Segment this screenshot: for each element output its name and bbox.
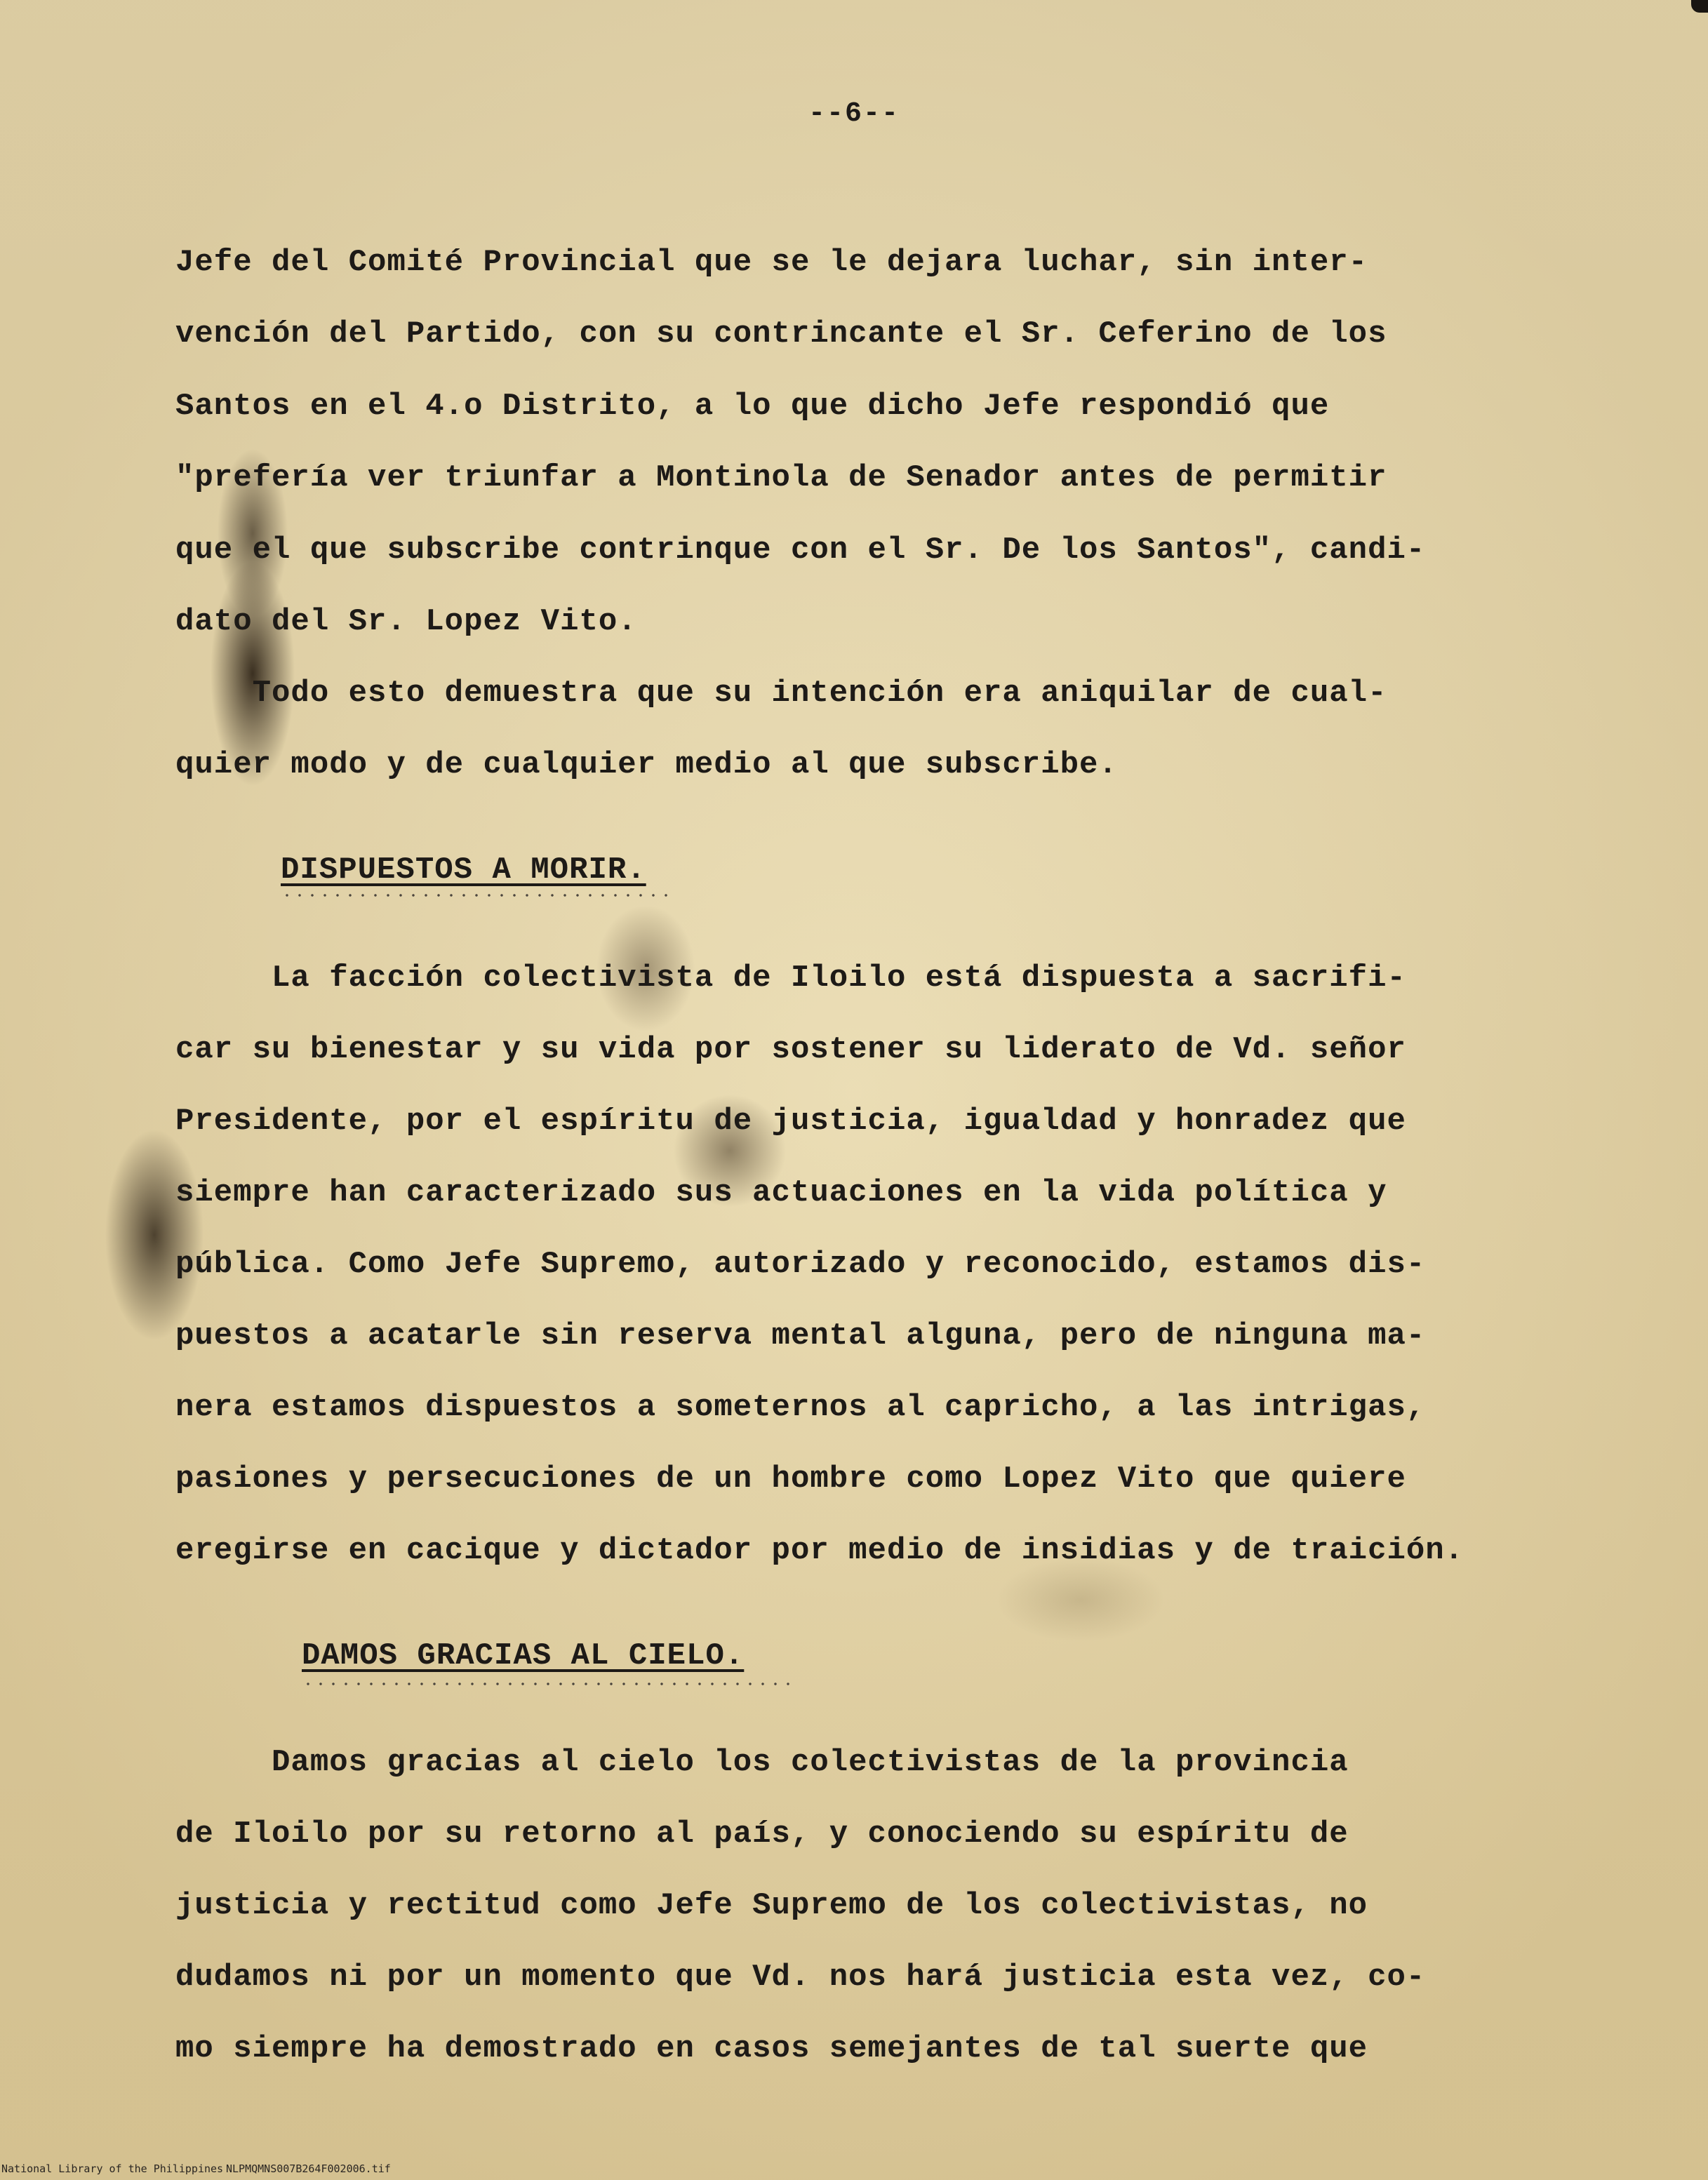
text-line: Jefe del Comité Provincial que se le dejara luchar, sin inter- [175,245,1368,280]
text-line: pasiones y persecuciones de un hombre como Lopez Vito que quiere [175,1462,1406,1497]
footer-institution: National Library of the Philippines [1,2162,224,2175]
footer-file-name: NLPMQMNS007B264F002006.tif [226,2162,391,2175]
text-line: eregirse en cacique y dictador por medio de insidias y de traición. [175,1533,1465,1568]
text-line: justicia y rectitud como Jefe Supremo de los colectivistas, no [175,1888,1368,1923]
heading-dotted-rule [281,894,674,897]
text-line: Damos gracias al cielo los colectivistas de la provincia [175,1745,1349,1780]
text-line: Santos en el 4.o Distrito, a lo que dicho Jefe respondió que [175,389,1330,424]
text-line: dato del Sr. Lopez Vito. [175,604,637,639]
page-corner-mark [1691,0,1708,13]
text-line: Todo esto demuestra que su intención era aniquilar de cual- [175,676,1387,711]
text-line: puestos a acatarle sin reserva mental alguna, pero de ninguna ma- [175,1318,1426,1353]
text-line: dudamos ni por un momento que Vd. nos hará justicia esta vez, co- [175,1960,1426,1995]
text-line: La facción colectivista de Iloilo está dispuesta a sacrifi- [175,961,1406,996]
text-line: de Iloilo por su retorno al país, y conociendo su espíritu de [175,1817,1349,1852]
page-number: --6-- [808,98,900,130]
text-line: siempre han caracterizado sus actuaciones en la vida política y [175,1175,1387,1210]
text-line: mo siempre ha demostrado en casos semejantes de tal suerte que [175,2031,1368,2066]
section-heading-dispuestos: DISPUESTOS A MORIR. [281,852,646,888]
text-line: quier modo y de cualquier medio al que subscribe. [175,747,1118,782]
text-line: "prefería ver triunfar a Montinola de Senador antes de permitir [175,460,1387,495]
text-line: que el que subscribe contrinque con el Sr. De los Santos", candi- [175,533,1426,568]
section-heading-damos-gracias: DAMOS GRACIAS AL CIELO. [302,1638,745,1673]
text-line: nera estamos dispuestos a someternos al capricho, a las intrigas, [175,1390,1426,1425]
heading-dotted-rule [302,1683,793,1685]
text-line: Presidente, por el espíritu de justicia, igualdad y honradez que [175,1104,1406,1139]
text-line: pública. Como Jefe Supremo, autorizado y reconocido, estamos dis- [175,1247,1426,1282]
text-line: vención del Partido, con su contrincante el Sr. Ceferino de los [175,316,1387,352]
text-line: car su bienestar y su vida por sostener su liderato de Vd. señor [175,1032,1406,1067]
